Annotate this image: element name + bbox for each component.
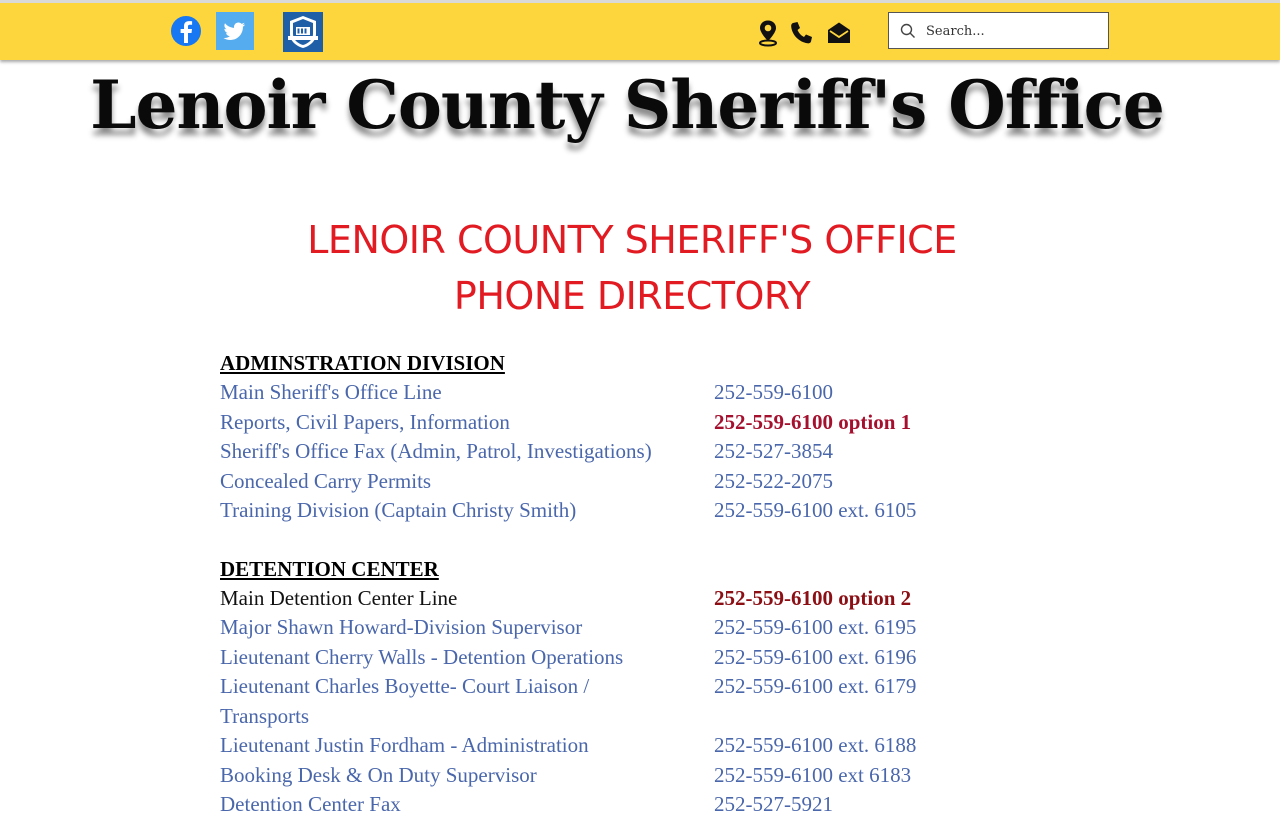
section-heading-detention: DETENTION CENTER	[220, 556, 439, 581]
map-pin-icon[interactable]	[756, 19, 782, 47]
entry-number[interactable]: 252-527-3854	[714, 439, 833, 463]
entry-number[interactable]: 252-559-6100 ext. 6188	[714, 733, 917, 757]
entry-name[interactable]: Main Sheriff's Office Line	[220, 380, 442, 404]
entry-number[interactable]: 252-559-6100 ext. 6196	[714, 644, 917, 669]
directory-row	[220, 613, 980, 643]
directory-row	[220, 672, 980, 731]
entry-number[interactable]: 252-559-6100 option 1	[714, 409, 912, 434]
entry-number[interactable]: 252-559-6100 ext 6183	[714, 762, 912, 787]
entry-number[interactable]: 252-559-6100 ext. 6105	[714, 498, 917, 522]
directory-row	[220, 496, 980, 526]
entry-name: Main Detention Center Line	[220, 585, 458, 610]
directory-title-line2: PHONE DIRECTORY	[453, 274, 811, 318]
top-bar	[0, 0, 1280, 60]
directory-row	[220, 643, 980, 673]
entry-name[interactable]: Major Shawn Howard-Division Supervisor	[220, 615, 583, 639]
twitter-icon[interactable]	[216, 12, 254, 50]
entry-name[interactable]: Lieutenant Justin Fordham - Administration	[220, 733, 589, 757]
entry-number[interactable]: 252-559-6100 ext. 6179	[714, 674, 917, 698]
entry-name-line2[interactable]: Transports	[220, 703, 310, 728]
entry-name[interactable]: Lieutenant Cherry Walls - Detention Operations	[220, 644, 624, 669]
phone-icon[interactable]	[788, 19, 814, 47]
directory-row	[220, 408, 980, 438]
entry-name[interactable]	[220, 672, 714, 731]
entry-name[interactable]: Detention Center Fax	[220, 792, 401, 816]
phone-directory	[220, 348, 980, 820]
entry-name[interactable]: Training Division (Captain Christy Smith)	[220, 498, 577, 522]
section-gap	[220, 526, 980, 554]
directory-row	[220, 378, 980, 408]
directory-row	[220, 790, 980, 820]
directory-row	[220, 584, 980, 614]
directory-row	[220, 437, 980, 467]
mail-icon[interactable]	[826, 19, 852, 47]
facebook-icon[interactable]	[167, 12, 205, 50]
entry-number[interactable]: 252-559-6100 ext. 6195	[714, 615, 917, 639]
entry-name[interactable]: Concealed Carry Permits	[220, 468, 432, 493]
entry-name-line1[interactable]: Lieutenant Charles Boyette- Court Liaison /	[220, 674, 590, 698]
search-box[interactable]	[888, 12, 1109, 49]
directory-title	[0, 212, 1264, 324]
search-input[interactable]	[926, 20, 1096, 42]
directory-row	[220, 731, 980, 761]
entry-name[interactable]: Sheriff's Office Fax (Admin, Patrol, Investigations)	[220, 439, 652, 463]
entry-number[interactable]: 252-527-5921	[714, 792, 833, 816]
entry-number[interactable]: 252-559-6100	[714, 380, 833, 404]
section-heading-administration: ADMINSTRATION DIVISION	[220, 351, 505, 375]
entry-number[interactable]: 252-559-6100 option 2	[714, 585, 912, 610]
entry-name[interactable]: Booking Desk & On Duty Supervisor	[220, 762, 537, 787]
site-title: Lenoir County Sheriff's Office	[90, 66, 1164, 144]
sheriff-badge-icon[interactable]	[283, 12, 323, 52]
directory-row	[220, 761, 980, 791]
entry-name[interactable]: Reports, Civil Papers, Information	[220, 409, 510, 434]
entry-number[interactable]: 252-522-2075	[714, 468, 833, 493]
search-icon	[900, 23, 916, 39]
directory-title-line1: LENOIR COUNTY SHERIFF'S OFFICE	[307, 218, 957, 262]
directory-row	[220, 467, 980, 497]
